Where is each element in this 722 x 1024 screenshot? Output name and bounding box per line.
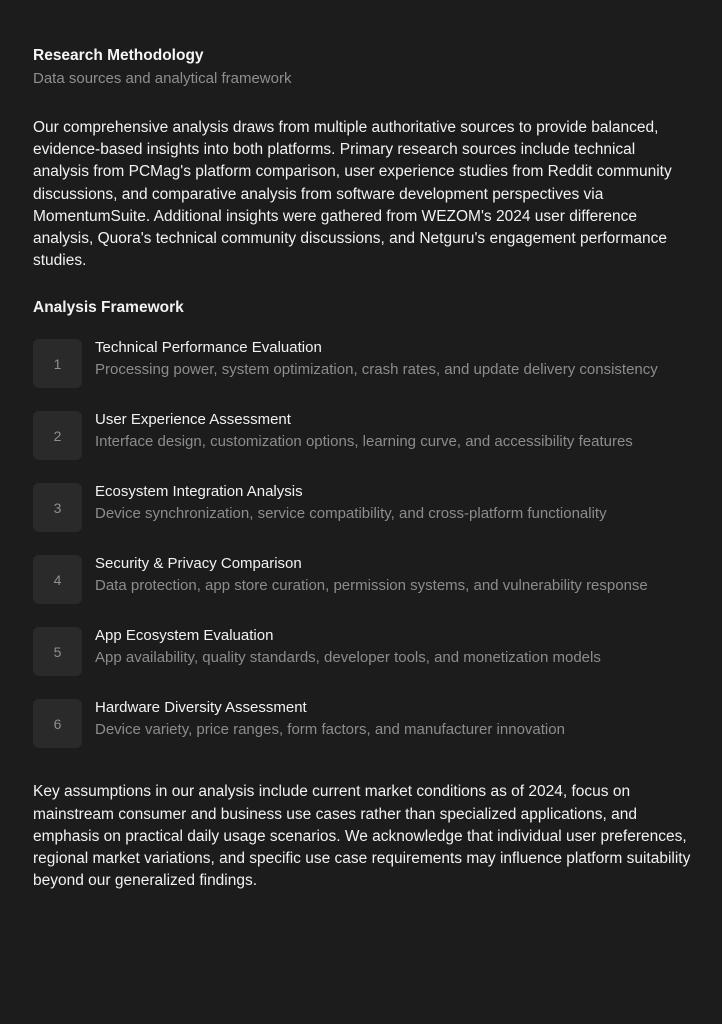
step-description: Interface design, customization options, learning curve, and accessibility features	[95, 433, 633, 451]
step-number-badge: 3	[33, 483, 82, 532]
step-content	[95, 481, 689, 525]
step-title: Security & Privacy Comparison	[95, 555, 302, 573]
framework-heading: Analysis Framework	[33, 299, 184, 317]
step-content	[95, 697, 689, 741]
page-title: Research Methodology	[33, 47, 204, 64]
step-number-badge: 4	[33, 555, 82, 604]
framework-steps-list	[33, 337, 689, 748]
step-number-badge: 2	[33, 411, 82, 460]
assumptions-paragraph: Key assumptions in our analysis include current market conditions as of 2024, focus on mainstream consumer and business use cases rather than specialized applications, and emphasis on practical daily usage scenarios. We acknowledge that individual user preferences, regional market variations, and specific use case requirements may influence platform suitability beyond our generalized findings.	[33, 783, 691, 890]
framework-step	[33, 337, 689, 388]
step-content	[95, 553, 689, 597]
step-number-badge: 5	[33, 627, 82, 676]
framework-step	[33, 409, 689, 460]
framework-step	[33, 553, 689, 604]
step-title: Ecosystem Integration Analysis	[95, 483, 303, 501]
step-description: Processing power, system optimization, crash rates, and update delivery consistency	[95, 361, 658, 379]
framework-step	[33, 481, 689, 532]
step-number-badge: 1	[33, 339, 82, 388]
framework-step	[33, 697, 689, 748]
step-title: User Experience Assessment	[95, 411, 291, 429]
step-description: Device variety, price ranges, form factors, and manufacturer innovation	[95, 721, 565, 739]
step-description: App availability, quality standards, developer tools, and monetization models	[95, 649, 601, 667]
page-subtitle: Data sources and analytical framework	[33, 70, 292, 87]
step-description: Device synchronization, service compatibility, and cross-platform functionality	[95, 505, 607, 523]
step-title: App Ecosystem Evaluation	[95, 627, 274, 645]
intro-paragraph: Our comprehensive analysis draws from multiple authoritative sources to provide balanced, evidence-based insights into both platforms. Primary research sources include technical analysis from PCMag's platform comparison, user experience studies from Reddit community discussions, and comparative analysis from software development perspectives via MomentumSuite. Additional insights were gathered from WEZOM's 2024 user difference analysis, Quora's technical community discussions, and Netguru's engagement performance studies.	[33, 119, 672, 270]
step-number-badge: 6	[33, 699, 82, 748]
step-title: Hardware Diversity Assessment	[95, 699, 307, 717]
framework-step	[33, 625, 689, 676]
step-content	[95, 625, 689, 669]
step-title: Technical Performance Evaluation	[95, 339, 322, 357]
step-description: Data protection, app store curation, permission systems, and vulnerability response	[95, 577, 648, 595]
step-content	[95, 337, 689, 381]
step-content	[95, 409, 689, 453]
